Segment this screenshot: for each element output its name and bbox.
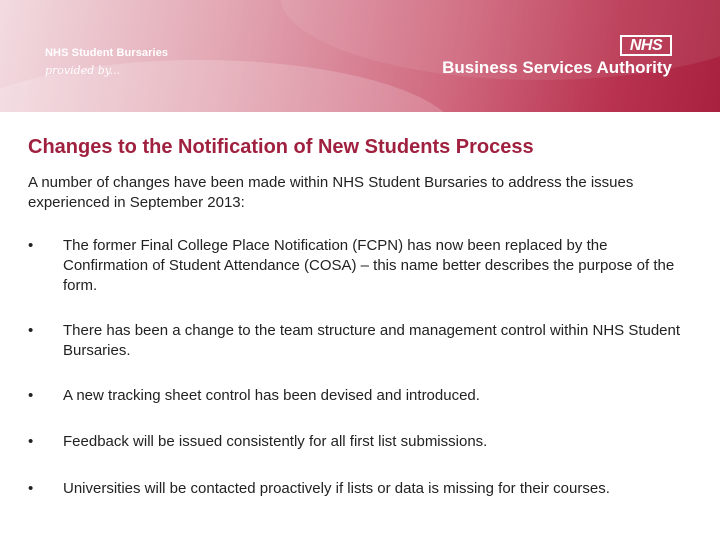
bullet-dot: •	[28, 387, 34, 404]
bullet-text: Universities will be contacted proactively if lists or data is missing for their courses.	[63, 480, 610, 497]
bullet-dot: •	[28, 237, 34, 254]
authority-name: Business Services Authority	[442, 58, 672, 77]
header-banner	[0, 0, 720, 112]
nhs-logo: NHS	[620, 35, 672, 56]
bullet-dot: •	[28, 480, 34, 497]
bullet-text: A new tracking sheet control has been devised and introduced.	[63, 387, 480, 404]
service-tagline: provided by...	[45, 64, 121, 77]
bullet-dot: •	[28, 322, 34, 339]
bullet-text: The former Final College Place Notification (FCPN) has now been replaced by the Confirmation of Student Attendance (COSA) – this name better describes the purpose of the form.	[63, 237, 675, 294]
bullet-text: Feedback will be issued consistently for all first list submissions.	[63, 433, 488, 450]
intro-paragraph: A number of changes have been made within NHS Student Bursaries to address the issues experienced in September 2013:	[28, 174, 634, 211]
slide-title: Changes to the Notification of New Students Process	[28, 136, 534, 158]
service-name: NHS Student Bursaries	[45, 47, 169, 59]
bullet-dot: •	[28, 433, 34, 450]
bullet-text: There has been a change to the team structure and management control within NHS Student Bursaries.	[63, 322, 681, 359]
